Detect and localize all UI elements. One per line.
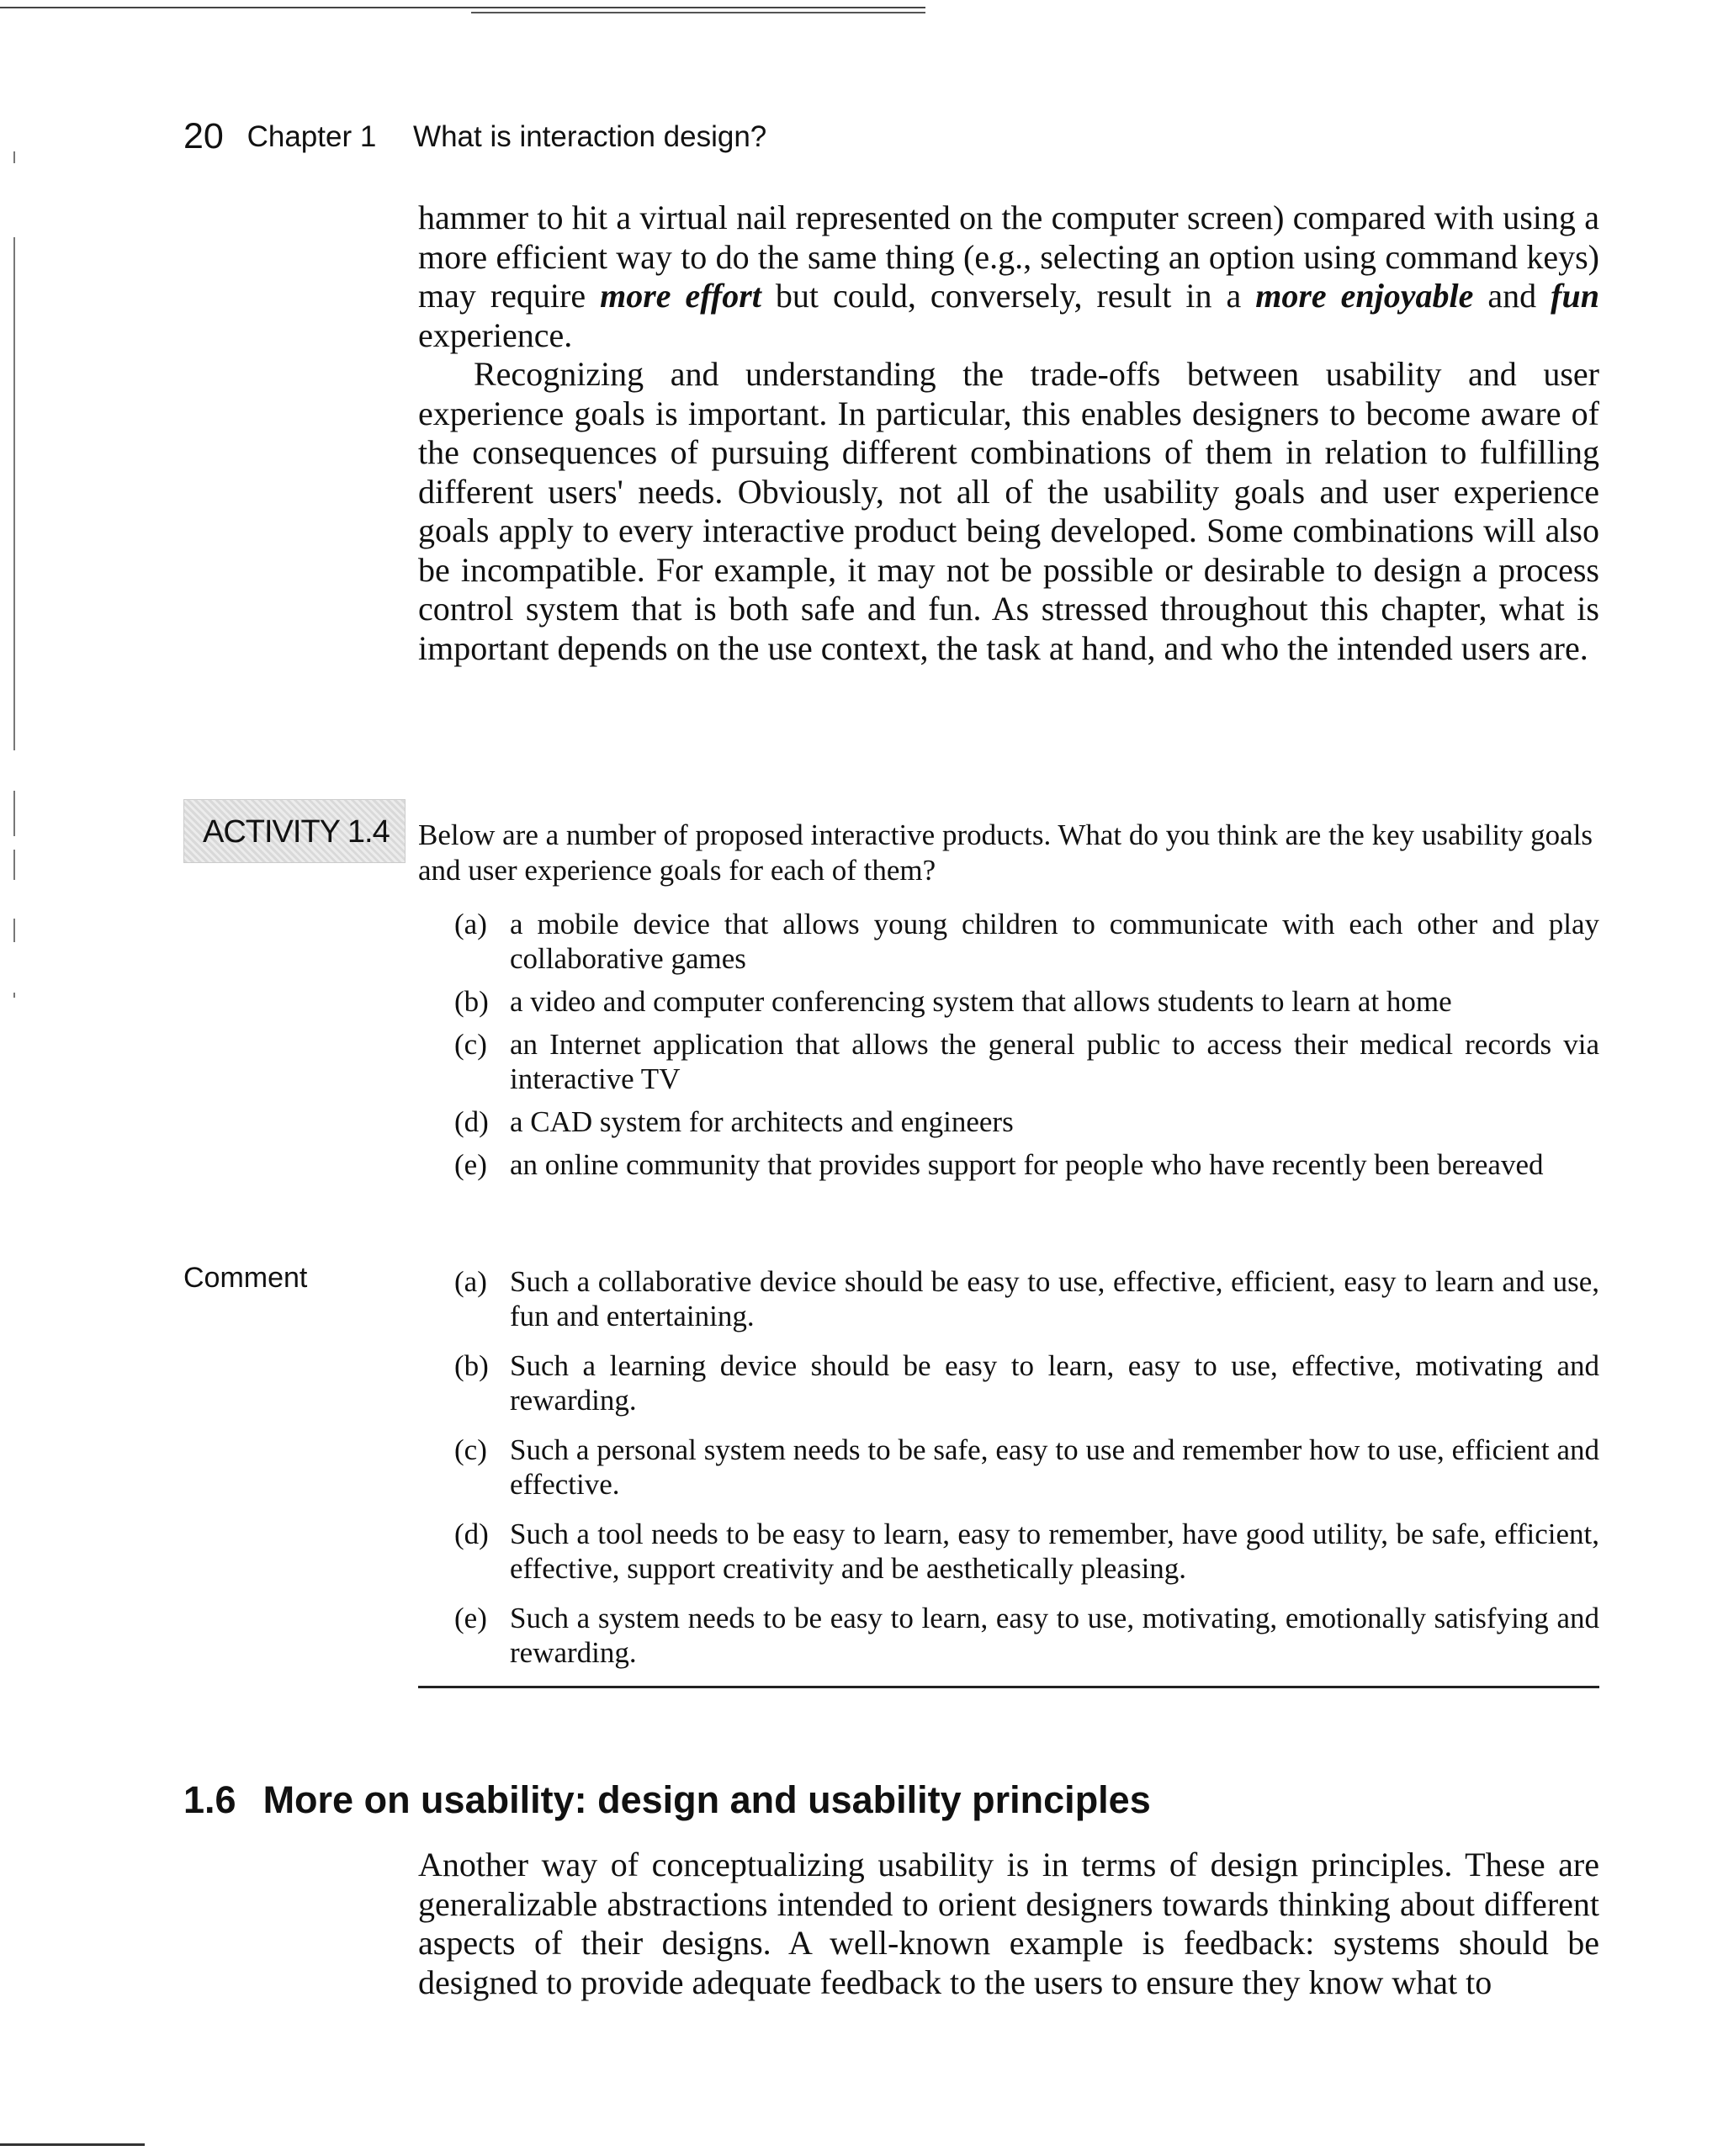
section-title: More on usability: design and usability principles	[262, 1778, 1151, 1821]
margin-mark	[13, 993, 15, 998]
margin-mark	[13, 791, 15, 836]
activity-question: Below are a number of proposed interactive products. What do you think are the key usability goals and user experience goals for each of them?	[418, 818, 1593, 887]
margin-mark	[13, 919, 15, 942]
item-text: a video and computer conferencing system that allows students to learn at home	[510, 985, 1452, 1018]
item-text: Such a collaborative device should be easy to use, effective, efficient, easy to learn and use, fun and entertaining.	[510, 1265, 1599, 1332]
item-marker: (d)	[454, 1105, 489, 1138]
list-item	[454, 984, 1599, 1019]
activity-end-rule	[418, 1686, 1599, 1688]
tradeoff-paragraph: Recognizing and understanding the trade-offs between usability and user experience goals is important. In particular, this enables designers to become aware of the consequences of pursuing different combinations of them in relation to fulfilling different users' needs. Obviously, not all of the usability goals and user experience goals apply to every interactive product being developed. Some combinations will also be incompatible. For example, it may not be possible or desirable to design a process control system that is both safe and fun. As stressed throughout this chapter, what is important depends on the use context, the task at hand, and who the intended users are.	[418, 355, 1599, 667]
item-marker: (e)	[454, 1602, 487, 1634]
item-marker: (b)	[454, 985, 489, 1018]
list-item	[454, 1147, 1599, 1182]
margin-mark	[13, 237, 15, 750]
activity-badge: ACTIVITY 1.4	[183, 799, 406, 863]
page-number: 20	[183, 116, 224, 156]
comment-list	[454, 1264, 1599, 1670]
list-item	[454, 907, 1599, 976]
intro-text-4: experience.	[418, 315, 573, 354]
section-body	[418, 1846, 1599, 2002]
item-text: an Internet application that allows the general public to access their medical records via interactive TV	[510, 1028, 1599, 1095]
item-text: Such a tool needs to be easy to learn, easy to remember, have good utility, be safe, efficient, effective, support creativity and be aesthetically pleasing.	[510, 1518, 1599, 1585]
item-text: Such a system needs to be easy to learn, easy to use, motivating, emotionally satisfying and rewarding.	[510, 1602, 1599, 1669]
list-item	[454, 1027, 1599, 1096]
item-marker: (b)	[454, 1349, 489, 1382]
list-item	[454, 1517, 1599, 1586]
emphasis-more-effort: more effort	[600, 277, 761, 315]
emphasis-fun: fun	[1551, 277, 1599, 315]
list-item	[454, 1104, 1599, 1139]
item-marker: (e)	[454, 1148, 487, 1181]
top-rule	[0, 7, 925, 8]
item-text: an online community that provides support for people who have recently been bereaved	[510, 1148, 1544, 1181]
emphasis-more-enjoyable: more enjoyable	[1255, 277, 1474, 315]
item-text: Such a learning device should be easy to learn, easy to use, effective, motivating and rewarding.	[510, 1349, 1599, 1417]
item-marker: (a)	[454, 908, 487, 940]
list-item	[454, 1348, 1599, 1417]
intro-text-3: and	[1473, 277, 1551, 315]
chapter-label: Chapter 1	[247, 120, 377, 153]
list-item	[454, 1601, 1599, 1670]
item-marker: (d)	[454, 1518, 489, 1550]
comment-label: Comment	[183, 1262, 308, 1294]
opening-text	[418, 199, 1599, 668]
section-number: 1.6	[183, 1778, 236, 1821]
section-paragraph: Another way of conceptualizing usability is in terms of design principles. These are generalizable abstractions intended to orient designers towards thinking about different aspects of their designs. A well-known example is feedback: systems should be designed to provide adequate feedback to the users to ensure they know what to	[418, 1846, 1599, 2001]
margin-mark	[13, 151, 15, 163]
item-marker: (a)	[454, 1265, 487, 1298]
list-item	[454, 1433, 1599, 1502]
intro-text-2: but could, conversely, result in a	[761, 277, 1256, 315]
item-text: a CAD system for architects and engineers	[510, 1105, 1014, 1138]
activity-list	[454, 907, 1599, 1182]
item-marker: (c)	[454, 1028, 487, 1061]
item-text: a mobile device that allows young children to communicate with each other and play collaborative games	[510, 908, 1599, 975]
item-marker: (c)	[454, 1433, 487, 1466]
intro-paragraph	[418, 199, 1599, 355]
list-item	[454, 1264, 1599, 1333]
item-text: Such a personal system needs to be safe, easy to use and remember how to use, efficient and effective.	[510, 1433, 1599, 1501]
margin-mark	[13, 850, 15, 880]
section-heading	[183, 1778, 1151, 1822]
running-head	[183, 116, 766, 157]
intro-text-1: hammer to hit a virtual nail represented on the computer screen) compared with using a more efficient way to do the same thing (e.g., selecting an option using command keys) may require	[418, 199, 1599, 315]
top-rule-secondary	[471, 12, 925, 13]
chapter-title: What is interaction design?	[413, 120, 767, 153]
bottom-rule	[0, 2143, 145, 2146]
